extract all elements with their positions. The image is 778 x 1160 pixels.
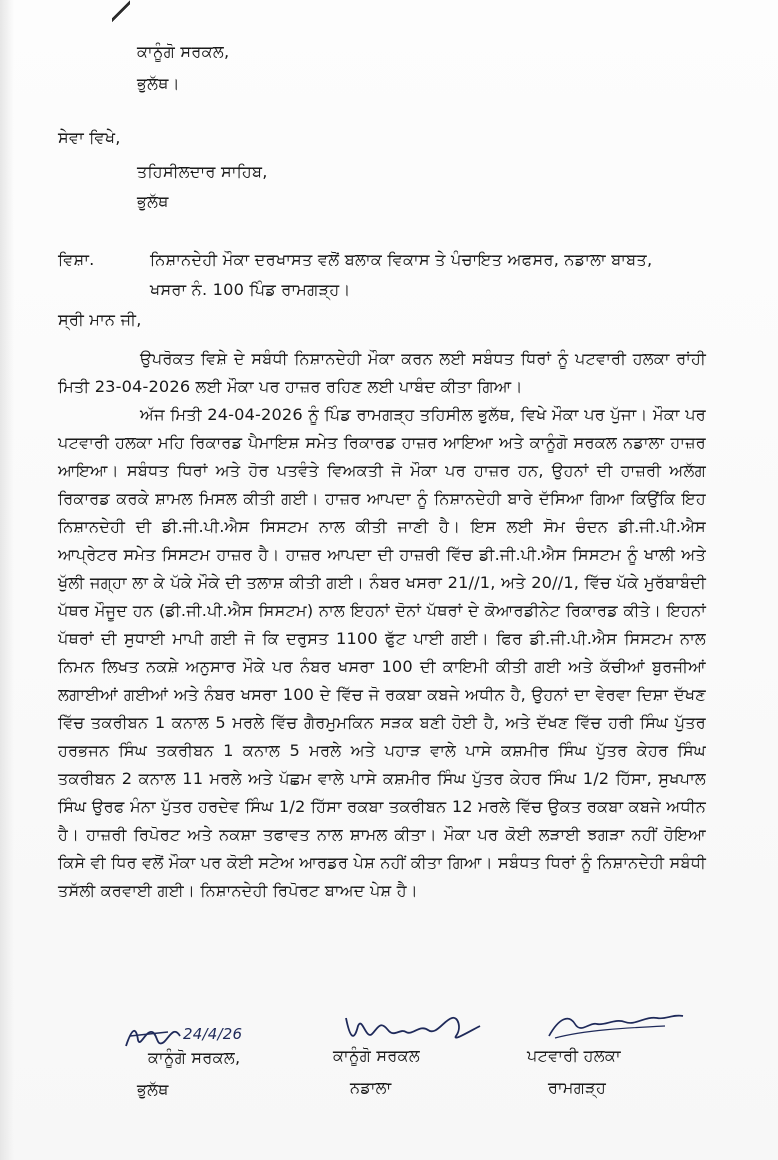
signature-3-designation: ਪਟਵਾਰੀ ਹਲਕਾ: [527, 1046, 621, 1065]
signature-1-designation: ਕਾਨੂੰਗੋ ਸਰਕਲ,: [148, 1048, 241, 1067]
body-paragraph: ਅੱਜ ਮਿਤੀ 24-04-2026 ਨੂੰ ਪਿੰਡ ਰਾਮਗੜ੍ਹ ਤਹਿਸੀਲ ਭੁਲੱਥ, ਵਿਖੇ ਮੌਕਾ ਪਰ ਪੁੱਜਾ। ਮੌਕਾ ਪਰ ਪਟਵਾਰੀ ਹਲਕਾ ਮਹਿ ਰਿਕਾਰਡ ਪੈਮਾਇਸ਼ ਸਮੇਤ ਰਿਕਾਰਡ ਹਾਜ਼ਰ ਆਇਆ ਅਤੇ ਕਾਨੂੰਗੋ ਸਰਕਲ ਨਡਾਲਾ ਹਾਜ਼ਰ ਆਇਆ। ਸਬੰਧਤ ਧਿਰਾਂ ਅਤੇ ਹੋਰ ਪਤਵੰਤੇ ਵਿਅਕਤੀ ਜੋ ਮੌਕਾ ਪਰ ਹਾਜ਼ਰ ਹਨ, ਉਹਨਾਂ ਦੀ ਹਾਜ਼ਰੀ ਅਲੱਗ ਰਿਕਾਰਡ ਕਰਕੇ ਸ਼ਾਮਲ ਮਿਸਲ ਕੀਤੀ ਗਈ। ਹਾਜ਼ਰ ਆਪਦਾ ਨੂੰ ਨਿਸ਼ਾਨਦੇਹੀ ਬਾਰੇ ਦੱਸਿਆ ਗਿਆ ਕਿਉਂਕਿ ਇਹ ਨਿਸ਼ਾਨਦੇਹੀ ਦੀ ਡੀ.ਜੀ.ਪੀ.ਐਸ ਸਿਸਟਮ ਨਾਲ ਕੀਤੀ ਜਾਣੀ ਹੈ। ਇਸ ਲਈ ਸੋਮ ਚੰਦਨ ਡੀ.ਜੀ.ਪੀ.ਐਸ ਆਪ੍ਰੇਟਰ ਸਮੇਤ ਸਿਸਟਮ ਹਾਜ਼ਰ ਹੈ। ਹਾਜ਼ਰ ਆਪਦਾ ਦੀ ਹਾਜ਼ਰੀ ਵਿੱਚ ਡੀ.ਜੀ.ਪੀ.ਐਸ ਸਿਸਟਮ ਨੂੰ ਖਾਲੀ ਅਤੇ ਖੁੱਲੀ ਜਗ੍ਹਾ ਲਾ ਕੇ ਪੱਕੇ ਮੌਕੇ ਦੀ ਤਲਾਸ਼ ਕੀਤੀ ਗਈ। ਨੰਬਰ ਖਸਰਾ 21//1, ਅਤੇ 20//1, ਵਿੱਚ ਪੱਕੇ ਮੁਰੱਬਾਬੰਦੀ ਪੱਥਰ ਮੌਜੂਦ ਹਨ (ਡੀ.ਜੀ.ਪੀ.ਐਸ ਸਿਸਟਮ) ਨਾਲ ਇਹਨਾਂ ਦੋਨਾਂ ਪੱਥਰਾਂ ਦੇ ਕੋਆਰਡੀਨੇਟ ਰਿਕਾਰਡ ਕੀਤੇ। ਇਹਨਾਂ ਪੱਥਰਾਂ ਦੀ ਸੁਧਾਈ ਮਾਪੀ ਗਈ ਜੋ ਕਿ ਦਰੁਸਤ 1100 ਫੁੱਟ ਪਾਈ ਗਈ। ਫਿਰ ਡੀ.ਜੀ.ਪੀ.ਐਸ ਸਿਸਟਮ ਨਾਲ ਨਿਮਨ ਲਿਖਤ ਨਕਸ਼ੇ ਅਨੁਸਾਰ ਮੌਕੇ ਪਰ ਨੰਬਰ ਖਸਰਾ 100 ਦੀ ਕਾਇਮੀ ਕੀਤੀ ਗਈ ਅਤੇ ਕੱਚੀਆਂ ਬੁਰਜੀਆਂ ਲਗਾਈਆਂ ਗਈਆਂ ਅਤੇ ਨੰਬਰ ਖਸਰਾ 100 ਦੇ ਵਿੱਚ ਜੋ ਰਕਬਾ ਕਬਜੇ ਅਧੀਨ ਹੈ, ਉਹਨਾਂ ਦਾ ਵੇਰਵਾ ਦਿਸ਼ਾ ਦੱਖਣ ਵਿੱਚ ਤਕਰੀਬਨ 1 ਕਨਾਲ 5 ਮਰਲੇ ਵਿੱਚ ਗੈਰਮੁਮਕਿਨ ਸੜਕ ਬਣੀ ਹੋਈ ਹੈ, ਅਤੇ ਦੱਖਣ ਵਿੱਚ ਹਰੀ ਸਿੰਘ ਪੁੱਤਰ ਹਰਭਜਨ ਸਿੰਘ ਤਕਰੀਬਨ 1 ਕਨਾਲ 5 ਮਰਲੇ ਅਤੇ ਪਹਾੜ ਵਾਲੇ ਪਾਸੇ ਕਸ਼ਮੀਰ ਸਿੰਘ ਪੁੱਤਰ ਕੇਹਰ ਸਿੰਘ ਤਕਰੀਬਨ 2 ਕਨਾਲ 11 ਮਰਲੇ ਅਤੇ ਪੱਛਮ ਵਾਲੇ ਪਾਸੇ ਕਸ਼ਮੀਰ ਸਿੰਘ ਪੁੱਤਰ ਕੇਹਰ ਸਿੰਘ 1/2 ਹਿੱਸਾ, ਸੁਖਪਾਲ ਸਿੰਘ ਉਰਫ ਮੰਨਾ ਪੁੱਤਰ ਹਰਦੇਵ ਸਿੰਘ 1/2 ਹਿੱਸਾ ਰਕਬਾ ਤਕਰੀਬਨ 12 ਮਰਲੇ ਵਿੱਚ ਉਕਤ ਰਕਬਾ ਕਬਜੇ ਅਧੀਨ ਹੈ। ਹਾਜ਼ਰੀ ਰਿਪੋਰਟ ਅਤੇ ਨਕਸ਼ਾ ਤਫਾਵਤ ਨਾਲ ਸ਼ਾਮਲ ਕੀਤਾ। ਮੌਕਾ ਪਰ ਕੋਈ ਲੜਾਈ ਝਗੜਾ ਨਹੀਂ ਹੋਇਆ ਕਿਸੇ ਵੀ ਧਿਰ ਵਲੋਂ ਮੌਕਾ ਪਰ ਕੋਈ ਸਟੇਅ ਆਰਡਰ ਪੇਸ਼ ਨਹੀਂ ਕੀਤਾ ਗਿਆ। ਸਬੰਧਤ ਧਿਰਾਂ ਨੂੰ ਨਿਸ਼ਾਨਦੇਹੀ ਸਬੰਧੀ ਤਸੱਲੀ ਕਰਵਾਈ ਗਈ। ਨਿਸ਼ਾਨਦੇਹੀ ਰਿਪੋਰਟ ਬਾਅਦ ਪੇਸ਼ ਹੈ।: [58, 405, 706, 900]
recipient-salutation: ਸੇਵਾ ਵਿਖੇ,: [58, 128, 121, 147]
signature-3-place: ਰਾਮਗੜ੍ਹ: [548, 1078, 607, 1097]
scan-corner-mark: [112, 0, 130, 22]
recipient-place: ਭੁਲੱਥ: [137, 192, 169, 211]
sender-designation: ਕਾਨੂੰਗੋ ਸਰਕਲ,: [137, 42, 230, 61]
greeting: ਸ੍ਰੀ ਮਾਨ ਜੀ,: [58, 310, 142, 329]
signature-2-place: ਨਡਾਲਾ: [350, 1078, 392, 1097]
sender-place: ਭੁਲੱਥ।: [137, 74, 180, 93]
letter-body: [58, 345, 706, 905]
recipient-designation: ਤਹਿਸੀਲਦਾਰ ਸਾਹਿਬ,: [137, 162, 268, 181]
subject-line-2: ਖਸਰਾ ਨੰ. 100 ਪਿੰਡ ਰਾਮਗੜ੍ਹ।: [150, 280, 351, 299]
subject-line-1: ਨਿਸ਼ਾਨਦੇਹੀ ਮੌਕਾ ਦਰਖਾਸਤ ਵਲੋਂ ਬਲਾਕ ਵਿਕਾਸ ਤੇ ਪੰਚਾਇਤ ਅਫਸਰ, ਨਡਾਲਾ ਬਾਬਤ,: [150, 250, 653, 269]
scan-edge-shadow: [0, 0, 14, 1160]
body-paragraph: ਉਪਰੋਕਤ ਵਿਸ਼ੇ ਦੇ ਸਬੰਧੀ ਨਿਸ਼ਾਨਦੇਹੀ ਮੌਕਾ ਕਰਨ ਲਈ ਸਬੰਧਤ ਧਿਰਾਂ ਨੂੰ ਪਟਵਾਰੀ ਹਲਕਾ ਰਾਂਹੀ ਮਿਤੀ 23-04-2026 ਲਈ ਮੌਕਾ ਪਰ ਹਾਜ਼ਰ ਰਹਿਣ ਲਈ ਪਾਬੰਦ ਕੀਤਾ ਗਿਆ।: [58, 349, 706, 396]
signature-scribble-3: [545, 1008, 695, 1044]
signature-2-designation: ਕਾਨੂੰਗੋ ਸਰਕਲ: [333, 1046, 421, 1065]
signature-1-place: ਭੁਲੱਥ: [137, 1080, 169, 1099]
subject-label: ਵਿਸ਼ਾ.: [58, 250, 95, 269]
handwritten-date: 24/4/26: [183, 1025, 243, 1043]
